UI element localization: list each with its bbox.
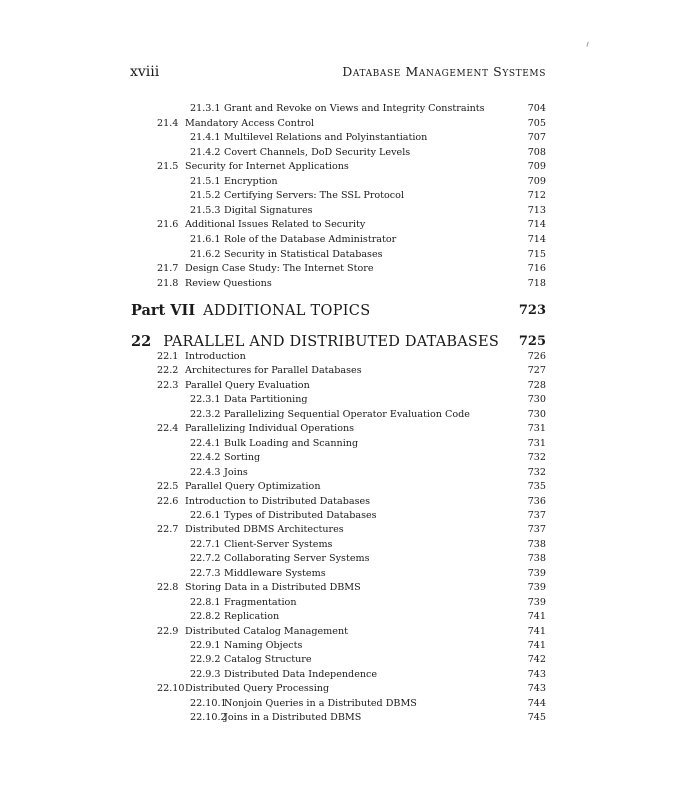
toc-entry-number: 22.10.2: [190, 712, 227, 724]
toc-entry: [157, 350, 246, 363]
toc-entry-title: Fragmentation: [224, 596, 297, 608]
toc-entry-title: Catalog Structure: [224, 654, 312, 666]
toc-entry-page: 712: [527, 190, 546, 202]
toc-entry: [190, 233, 396, 246]
toc-entry-page: 732: [527, 452, 546, 464]
toc-entry-title: Parallel Query Optimization: [185, 481, 321, 493]
toc-entry-number: 22.6: [157, 495, 179, 507]
toc-entry-title: Storing Data in a Distributed DBMS: [185, 582, 361, 594]
toc-entry-title: Replication: [224, 611, 280, 623]
toc-entry-title: Joins: [224, 466, 248, 478]
toc-entry: [190, 102, 485, 115]
toc-entry-title: Encryption: [224, 175, 278, 187]
toc-entry: [190, 146, 410, 159]
toc-entry-title: Distributed Catalog Management: [185, 625, 348, 637]
toc-entry: [157, 218, 365, 231]
toc-entry: [190, 393, 308, 406]
toc-entry-title: Bulk Loading and Scanning: [224, 437, 359, 449]
toc-entry: [190, 538, 332, 551]
toc-entry-title: Security for Internet Applications: [185, 161, 349, 173]
toc-entry-number: 21.4.2: [190, 146, 221, 158]
toc-entry-page: 741: [527, 611, 546, 623]
toc-entry: [190, 653, 312, 666]
toc-entry-number: 22.4.2: [190, 452, 221, 464]
toc-entry-number: 22.7.1: [190, 538, 221, 550]
toc-entry-number: 22.3: [157, 379, 179, 391]
toc-entry: [190, 204, 313, 217]
toc-entry: [157, 682, 329, 695]
toc-entry-number: 22.7: [157, 524, 179, 536]
toc-entry: [190, 466, 248, 479]
toc-entry-page: 741: [527, 640, 546, 651]
toc-entry-title: Distributed DBMS Architectures: [185, 524, 344, 536]
toc-entry-page: 741: [527, 625, 546, 637]
toc-entry: [190, 596, 297, 609]
toc-entry-number: 21.6: [157, 219, 179, 231]
toc-entry-number: 21.5.3: [190, 204, 221, 216]
toc-entry-title: Architectures for Parallel Databases: [185, 365, 362, 377]
toc-entry: [157, 277, 272, 290]
toc-entry-number: 22.8.2: [190, 611, 221, 623]
toc-entry-title: Review Questions: [185, 277, 272, 289]
toc-entry: [157, 160, 349, 173]
toc-entry-title: Collaborating Server Systems: [224, 553, 370, 565]
toc-entry-title: Parallel Query Evaluation: [185, 379, 310, 391]
toc-entry: [190, 408, 470, 421]
toc-entry-title: Distributed Query Processing: [185, 683, 330, 695]
toc-entry-title: Introduction: [185, 351, 246, 362]
toc-entry-number: 22.8: [157, 582, 179, 594]
toc-entry-number: 21.4: [157, 117, 179, 129]
toc-entry-page: 736: [527, 495, 546, 507]
toc-entry: [190, 451, 260, 464]
toc-entry-page: 727: [527, 365, 546, 377]
toc-entry: [157, 480, 321, 493]
toc-entry-title: Distributed Data Independence: [224, 668, 378, 680]
toc-entry-page: 704: [527, 103, 546, 114]
toc-entry: [190, 248, 383, 261]
toc-entry-title: Role of the Database Administrator: [224, 233, 397, 245]
toc-entry-title: Certifying Servers: The SSL Protocol: [224, 190, 405, 202]
toc-entry-page: 739: [527, 567, 546, 579]
toc-entry-page: 738: [527, 538, 546, 550]
toc-entry-number: 22.2: [157, 365, 179, 377]
toc-entry: [157, 495, 370, 508]
toc-entry-number: 21.6.2: [190, 248, 221, 260]
toc-entry-number: 21.7: [157, 263, 179, 275]
toc-entry-number: 22.9.3: [190, 668, 221, 680]
part-page: 723: [518, 303, 546, 318]
toc-entry-page: 739: [527, 582, 546, 594]
toc-entry: [190, 711, 361, 724]
toc-entry: [190, 610, 279, 623]
toc-entry-number: 21.5.1: [190, 175, 221, 187]
toc-entry-title: Parallelizing Sequential Operator Evaluation Code: [224, 408, 470, 420]
toc-entry: [190, 189, 404, 202]
toc-entry-number: 22.3.1: [190, 394, 221, 406]
toc-entry-page: 744: [527, 697, 546, 709]
toc-entry-title: Naming Objects: [224, 640, 303, 651]
toc-entry-number: 22.7.3: [190, 567, 221, 579]
part-heading: [131, 302, 370, 319]
toc-entry-page: 714: [527, 233, 546, 245]
toc-entry-page: 728: [527, 379, 546, 391]
toc-entry-number: 21.3.1: [190, 103, 221, 114]
scan-speck: [586, 42, 590, 48]
toc-entry: [157, 523, 344, 536]
part-title: ADDITIONAL TOPICS: [203, 303, 371, 319]
toc-entry-number: 22.6.1: [190, 509, 221, 521]
toc-entry-page: 730: [527, 408, 546, 420]
toc-entry-page: 709: [527, 175, 546, 187]
toc-entry-page: 743: [527, 683, 546, 695]
running-title: Database Management Systems: [342, 64, 546, 79]
toc-entry-title: Covert Channels, DoD Security Levels: [224, 146, 411, 158]
toc-entry: [190, 175, 278, 188]
toc-entry-page: 713: [527, 204, 546, 216]
toc-entry-number: 22.9.1: [190, 640, 221, 651]
part-label: Part VII: [131, 302, 196, 319]
toc-entry: [190, 509, 377, 522]
toc-entry: [157, 262, 374, 275]
toc-entry: [190, 131, 427, 144]
toc-entry-page: 738: [527, 553, 546, 565]
toc-entry-title: Parallelizing Individual Operations: [185, 423, 355, 435]
toc-entry-number: 22.9.2: [190, 654, 221, 666]
chapter-title: PARALLEL AND DISTRIBUTED DATABASES: [163, 334, 499, 350]
toc-entry: [190, 552, 370, 565]
toc-entry: [157, 625, 348, 638]
chapter-page: 725: [518, 334, 546, 349]
toc-entry-number: 22.1: [157, 351, 179, 362]
toc-entry: [190, 668, 377, 681]
toc-entry-title: Multilevel Relations and Polyinstantiation: [224, 132, 428, 144]
toc-entry-title: Middleware Systems: [224, 567, 326, 579]
toc-entry-number: 22.3.2: [190, 408, 221, 420]
toc-entry-page: 745: [527, 712, 546, 724]
toc-entry-page: 731: [527, 437, 546, 449]
toc-entry: [157, 581, 361, 594]
toc-entry-page: 732: [527, 466, 546, 478]
toc-entry-number: 21.8: [157, 277, 179, 289]
toc-entry-number: 21.6.1: [190, 233, 221, 245]
toc-entry-title: Types of Distributed Databases: [224, 509, 377, 521]
toc-entry-page: 739: [527, 596, 546, 608]
toc-entry-page: 742: [527, 654, 546, 666]
toc-entry: [190, 697, 417, 710]
toc-entry-title: Additional Issues Related to Security: [185, 219, 366, 231]
toc-entry-number: 22.4.3: [190, 466, 221, 478]
toc-entry-number: 22.10.1: [190, 697, 227, 709]
toc-entry: [157, 379, 310, 392]
toc-entry-number: 22.5: [157, 481, 179, 493]
chapter-number: 22: [131, 333, 152, 350]
toc-entry-page: 709: [527, 161, 546, 173]
toc-entry-title: Nonjoin Queries in a Distributed DBMS: [224, 697, 417, 709]
toc-entry-page: 714: [527, 219, 546, 231]
toc-entry-title: Security in Statistical Databases: [224, 248, 383, 260]
toc-entry-number: 22.4: [157, 423, 179, 435]
toc-entry-page: 726: [527, 351, 546, 362]
toc-entry-number: 21.5.2: [190, 190, 221, 202]
toc-entry-page: 743: [527, 668, 546, 680]
toc-entry: [157, 117, 314, 130]
toc-entry-title: Joins in a Distributed DBMS: [224, 712, 362, 724]
toc-entry-number: 22.7.2: [190, 553, 221, 565]
toc-entry-number: 22.10: [157, 683, 185, 695]
toc-entry-title: Digital Signatures: [224, 204, 313, 216]
toc-entry-title: Grant and Revoke on Views and Integrity Constraints: [224, 103, 485, 114]
toc-entry-page: 735: [527, 481, 546, 493]
toc-entry: [157, 364, 362, 377]
toc-entry-number: 21.4.1: [190, 132, 221, 144]
toc-entry-page: 731: [527, 423, 546, 435]
toc-entry: [190, 437, 358, 450]
toc-entry: [157, 422, 354, 435]
toc-entry-page: 716: [527, 263, 546, 275]
toc-entry-page: 737: [527, 509, 546, 521]
toc-entry-number: 22.9: [157, 625, 179, 637]
toc-entry-number: 22.8.1: [190, 596, 221, 608]
toc-entry-title: Mandatory Access Control: [185, 117, 315, 129]
chapter-heading: [131, 333, 499, 350]
page-number: xviii: [130, 64, 160, 80]
toc-entry-number: 21.5: [157, 161, 179, 173]
toc-entry-title: Design Case Study: The Internet Store: [185, 263, 374, 275]
toc-entry-page: 705: [527, 117, 546, 129]
toc-entry-page: 718: [527, 277, 546, 289]
toc-entry-page: 737: [527, 524, 546, 536]
toc-entry-title: Introduction to Distributed Databases: [185, 495, 371, 507]
toc-entry-number: 22.4.1: [190, 437, 221, 449]
toc-entry-page: 708: [527, 146, 546, 158]
toc-entry-title: Data Partitioning: [224, 394, 308, 406]
toc-entry-page: 715: [527, 248, 546, 260]
toc-entry-title: Sorting: [224, 452, 261, 464]
toc-entry-page: 730: [527, 394, 546, 406]
toc-entry: [190, 567, 326, 580]
toc-entry-page: 707: [527, 132, 546, 144]
toc-entry: [190, 639, 302, 652]
toc-entry-title: Client-Server Systems: [224, 538, 333, 550]
